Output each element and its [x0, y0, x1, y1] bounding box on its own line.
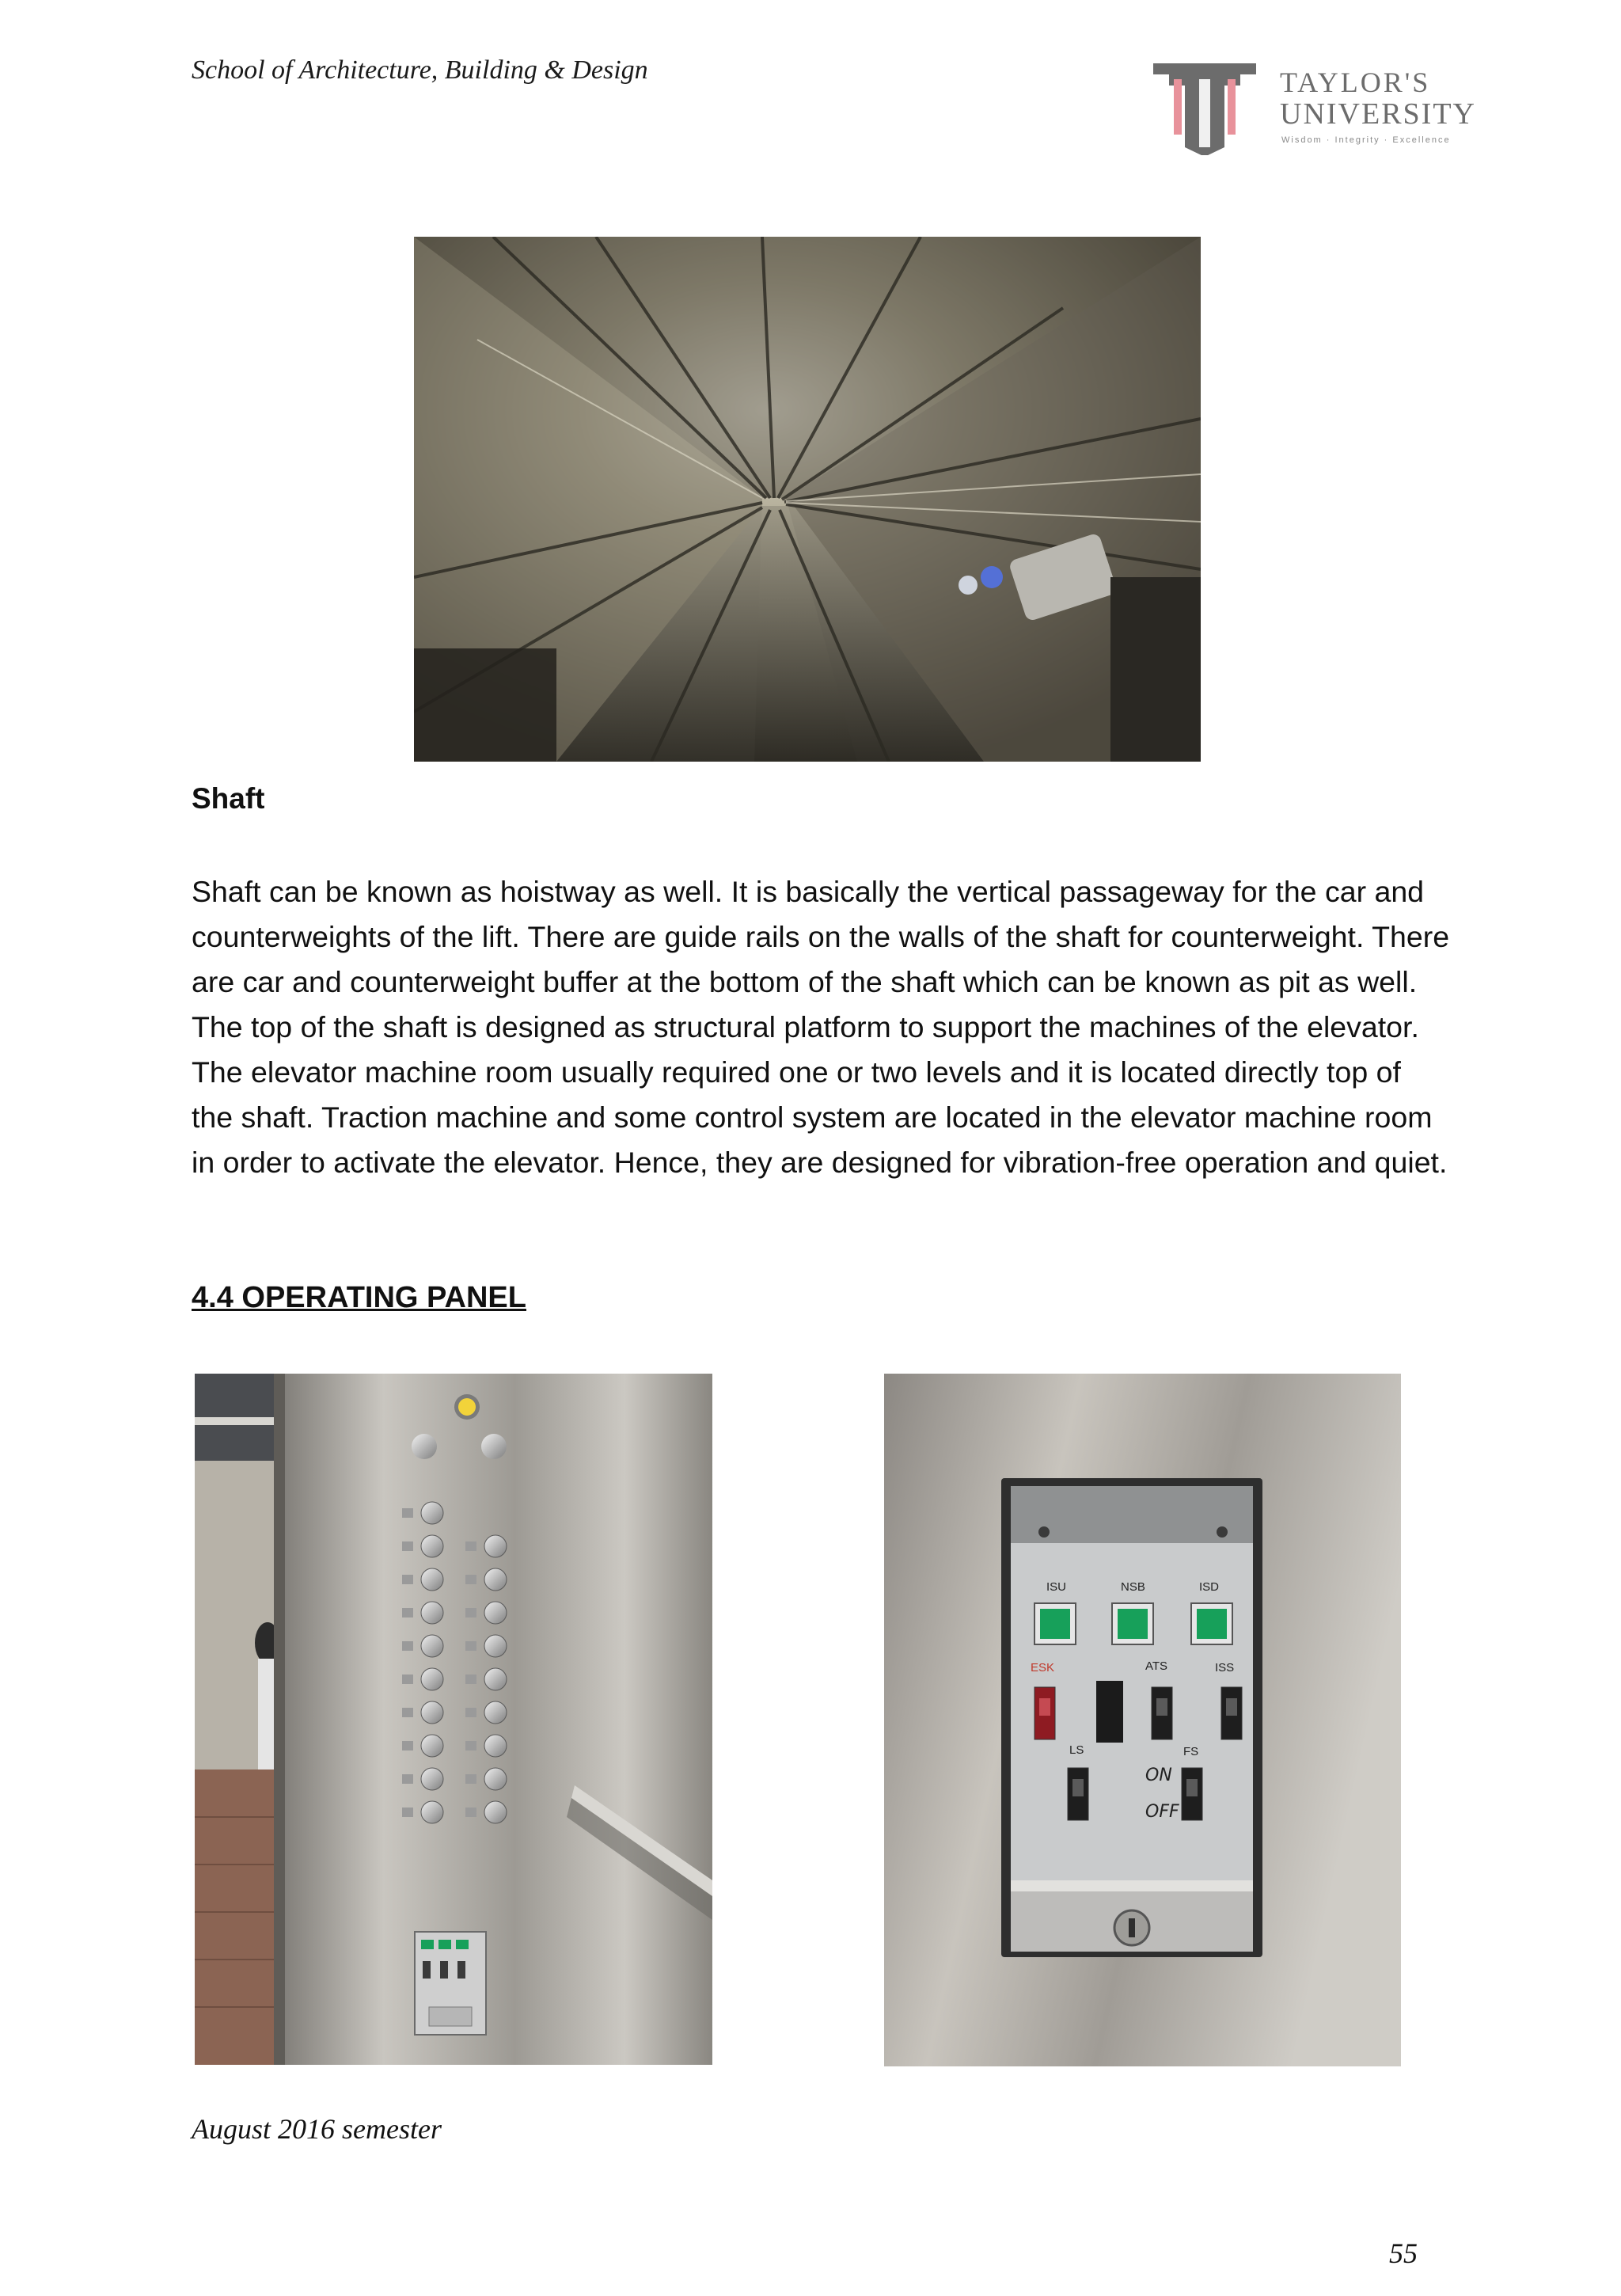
logo-name-line1: TAYLOR'S: [1280, 67, 1431, 98]
label-fs: FS: [1183, 1745, 1199, 1758]
footer-semester: August 2016 semester: [192, 2113, 442, 2145]
logo-emblem: [1153, 63, 1256, 155]
label-esk: ESK: [1031, 1661, 1055, 1674]
elevator-shaft-photo: [414, 237, 1201, 762]
university-logo: [1152, 60, 1532, 155]
label-ls: LS: [1069, 1743, 1084, 1757]
header-school-name: School of Architecture, Building & Design: [192, 55, 648, 85]
car-operating-panel-photo: [195, 1374, 712, 2065]
shaft-paragraph: Shaft can be known as hoistway as well. It is basically the vertical passageway for the car and counterweights of the lift. There are guide rails on the walls of the shaft for counterweight. There are car and counterweight buffer at the bottom of the shaft which can be known as pit as well. The top of the shaft is designed as structural platform to support the machines of the elevator. The elevator machine room usually required one or two levels and it is located directly top of the shaft. Traction machine and some control system are located in the elevator machine room in order to activate the elevator. Hence, they are designed for vibration-free operation and quiet.: [192, 875, 1450, 1179]
service-panel-photo: [884, 1374, 1401, 2066]
label-iss: ISS: [1215, 1661, 1235, 1674]
label-ats: ATS: [1145, 1659, 1168, 1673]
logo-name-line2: UNIVERSITY: [1280, 97, 1476, 131]
label-isu: ISU: [1046, 1580, 1067, 1594]
label-nsb: NSB: [1121, 1580, 1145, 1594]
label-on: ON: [1145, 1766, 1172, 1785]
shaft-title: Shaft: [192, 782, 265, 815]
page-number: 55: [1389, 2237, 1418, 2269]
operating-panel-heading: 4.4 OPERATING PANEL: [192, 1281, 526, 1314]
logo-tagline: Wisdom · Integrity · Excellence: [1281, 135, 1451, 145]
label-isd: ISD: [1199, 1580, 1220, 1594]
label-off: OFF: [1145, 1802, 1179, 1822]
panel-indicators: [1034, 1603, 1232, 1644]
